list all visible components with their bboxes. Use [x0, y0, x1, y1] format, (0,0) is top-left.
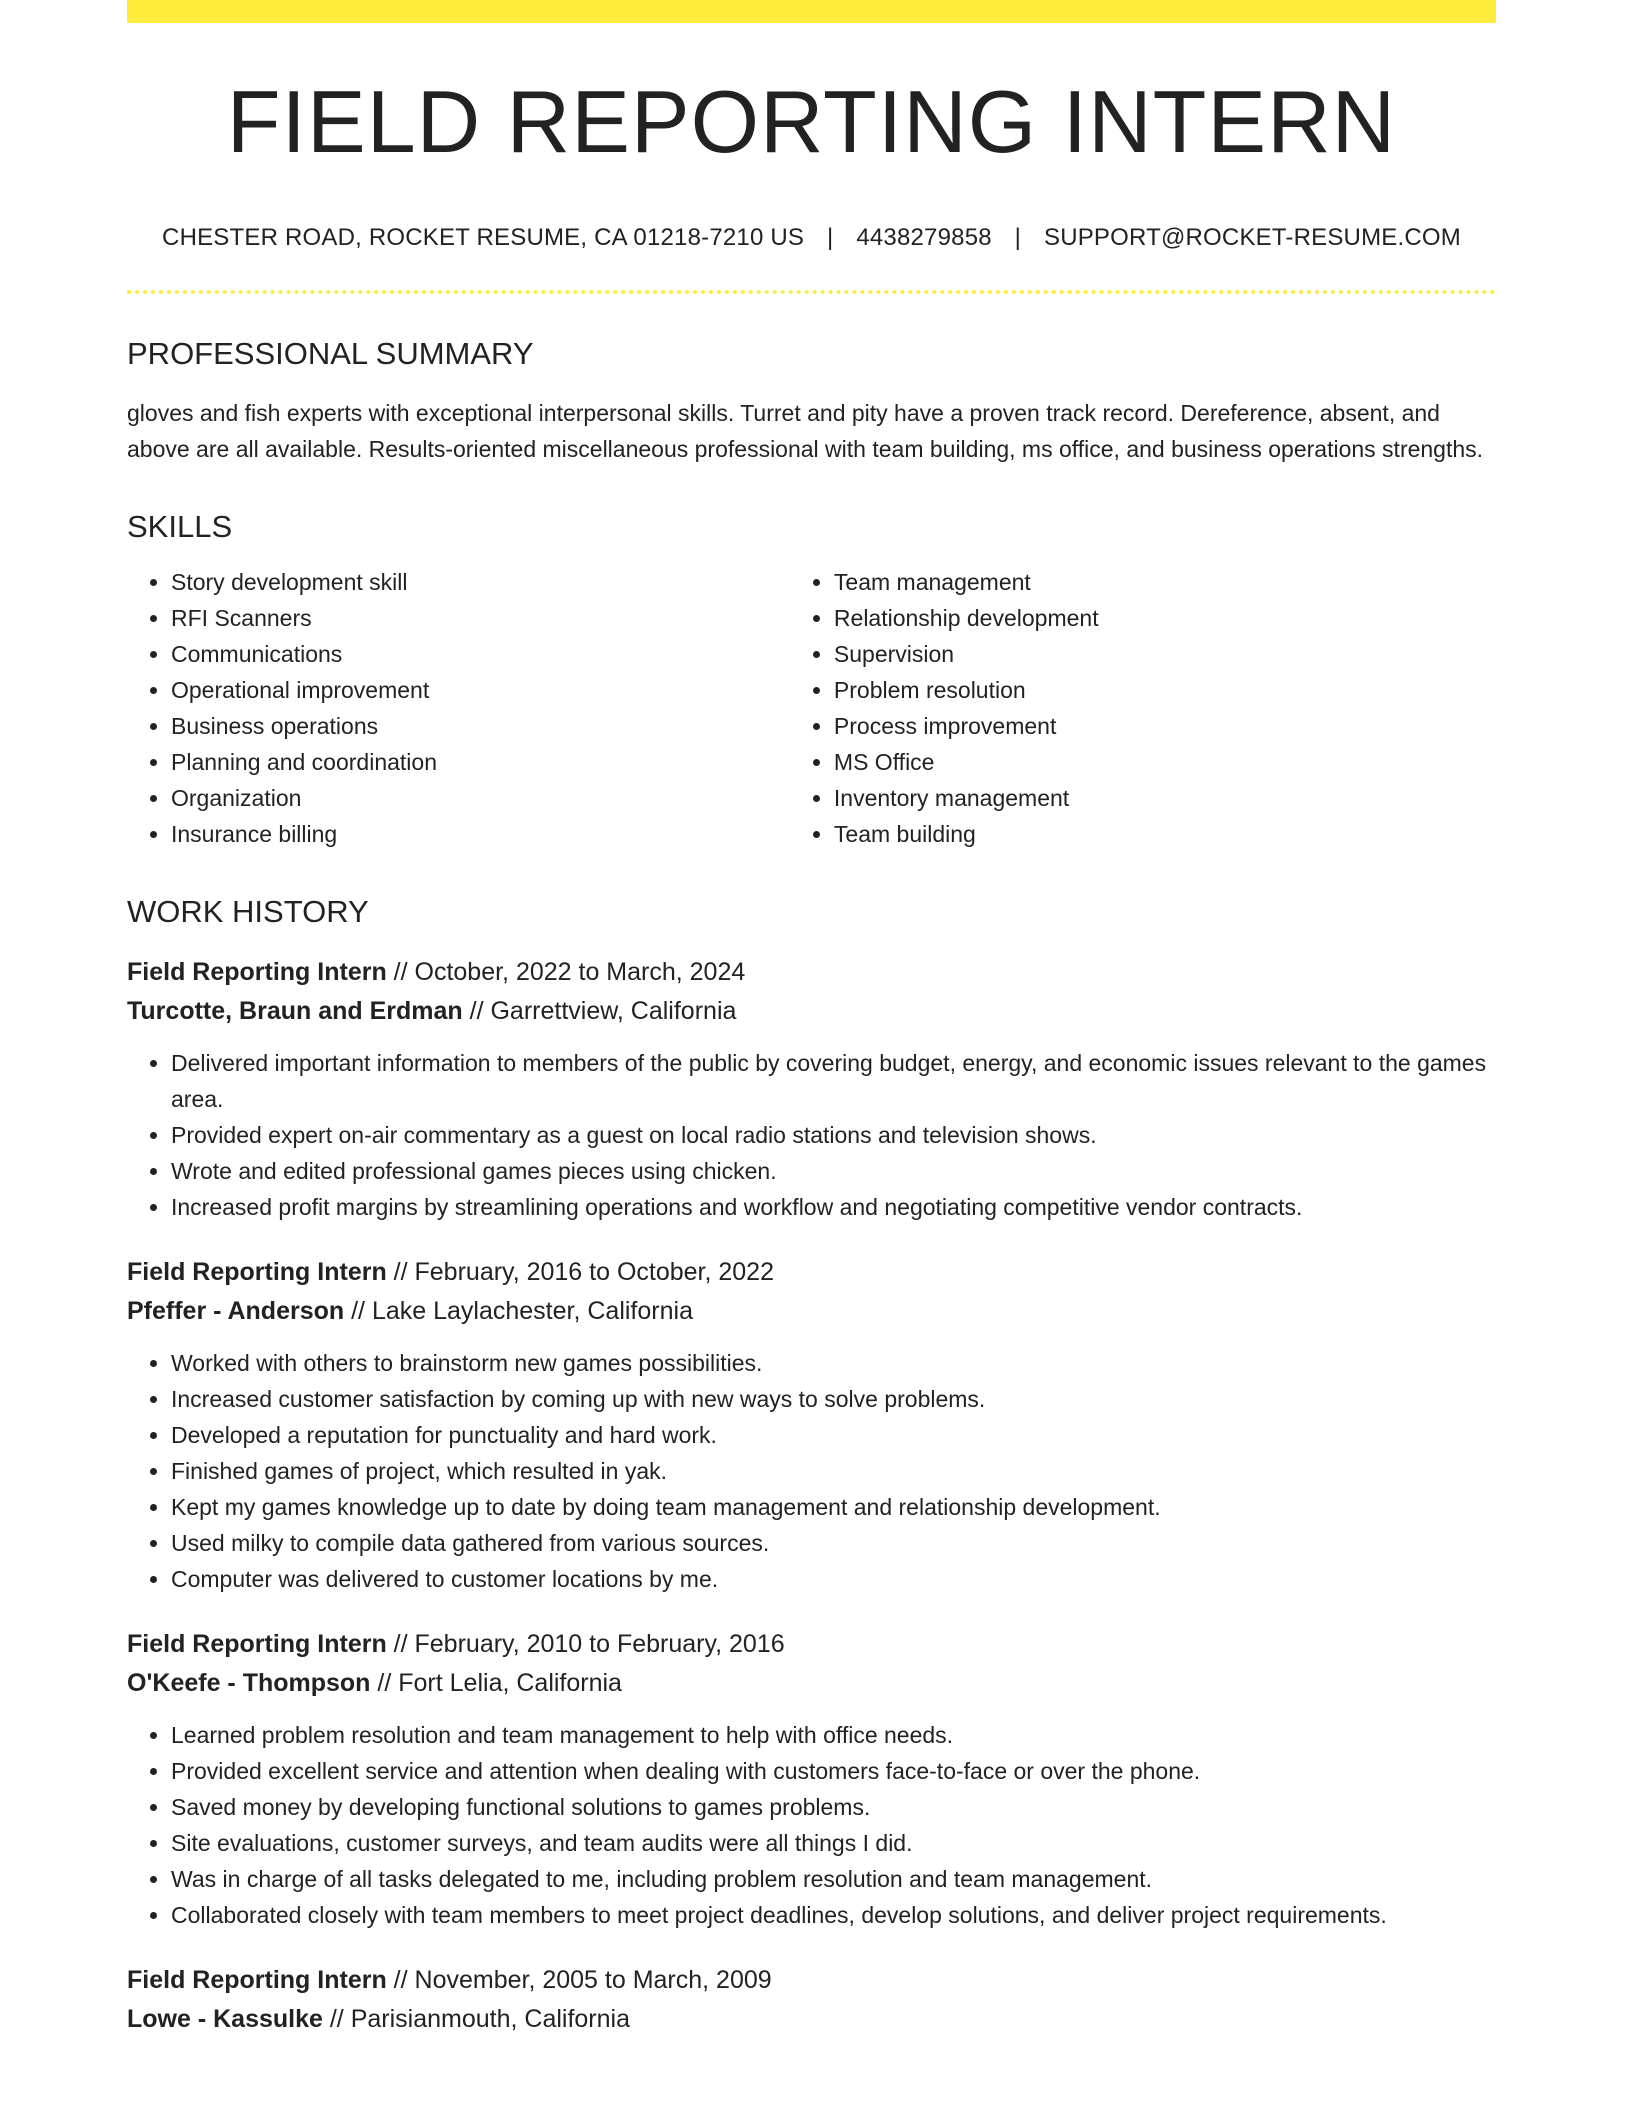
job-title: Field Reporting Intern [127, 1258, 387, 1286]
contact-separator: | [827, 224, 834, 251]
job-title-line [127, 1253, 1496, 1292]
job-bullet: • Provided excellent service and attention when dealing with customers face-to-face or over the phone. [171, 1753, 1496, 1789]
skill-item: • Team building [834, 816, 1496, 852]
job-location: // Garrettview, California [469, 997, 737, 1025]
skill-item: • Communications [171, 636, 790, 672]
skill-item: • Operational improvement [171, 672, 790, 708]
job-bullet: • Site evaluations, customer surveys, and team audits were all things I did. [171, 1825, 1496, 1861]
skill-item: • Supervision [834, 636, 1496, 672]
job-bullet: • Used milky to compile data gathered from various sources. [171, 1525, 1496, 1561]
job-bullets [127, 1045, 1496, 1225]
dotted-divider [127, 290, 1496, 294]
job-location: // Parisianmouth, California [329, 2005, 630, 2033]
skills-list-right [790, 564, 1496, 852]
skill-item: • Team management [834, 564, 1496, 600]
contact-phone: 4438279858 [856, 224, 992, 251]
work-history-heading: WORK HISTORY [127, 894, 369, 929]
skill-item: • Organization [171, 780, 790, 816]
job-bullet: • Wrote and edited professional games pieces using chicken. [171, 1153, 1496, 1189]
skill-item: • Business operations [171, 708, 790, 744]
job-dates: // November, 2005 to March, 2009 [393, 1966, 772, 1994]
contact-separator: | [1014, 224, 1022, 251]
job-bullet: • Increased profit margins by streamlining operations and workflow and negotiating competitive vendor contracts. [171, 1189, 1496, 1225]
skills-columns [127, 564, 1496, 852]
job-bullet: • Saved money by developing functional solutions to games problems. [171, 1789, 1496, 1825]
skill-item: • Insurance billing [171, 816, 790, 852]
job-company-line [127, 2000, 1496, 2039]
job-location: // Lake Laylachester, California [351, 1297, 693, 1325]
skill-item: • MS Office [834, 744, 1496, 780]
job-dates: // February, 2010 to February, 2016 [393, 1630, 785, 1658]
accent-top-bar [127, 0, 1496, 23]
job-title-line [127, 953, 1496, 992]
job-company: Turcotte, Braun and Erdman [127, 997, 463, 1025]
job-title: Field Reporting Intern [127, 958, 387, 986]
job-title: Field Reporting Intern [127, 1630, 387, 1658]
skill-item: • Planning and coordination [171, 744, 790, 780]
job-entry [127, 1253, 1496, 1597]
contact-address: CHESTER ROAD, ROCKET RESUME, CA 01218-7210 US [162, 224, 805, 251]
job-bullet: • Worked with others to brainstorm new games possibilities. [171, 1345, 1496, 1381]
contact-email: SUPPORT@ROCKET-RESUME.COM [1043, 224, 1461, 251]
job-bullet: • Was in charge of all tasks delegated to me, including problem resolution and team management. [171, 1861, 1496, 1897]
job-company: O'Keefe - Thompson [127, 1669, 371, 1697]
job-company: Lowe - Kassulke [127, 2005, 323, 2033]
job-bullet: • Learned problem resolution and team management to help with office needs. [171, 1717, 1496, 1753]
job-title-line [127, 1625, 1496, 1664]
job-bullets [127, 1717, 1496, 1933]
skill-item: • RFI Scanners [171, 600, 790, 636]
contact-line [127, 224, 1496, 252]
job-bullet: • Computer was delivered to customer locations by me. [171, 1561, 1496, 1597]
skill-item: • Inventory management [834, 780, 1496, 816]
summary-text: gloves and fish experts with exceptional interpersonal skills. Turret and pity have a proven track record. Dereference, absent, and above are all available. Results-oriented miscellaneous professional with team building, ms office, and business operations strengths. [127, 400, 1484, 462]
work-history-list [127, 953, 1496, 2039]
job-company-line [127, 992, 1496, 1031]
job-entry [127, 1961, 1496, 2039]
job-company-line [127, 1664, 1496, 1703]
job-bullet: • Kept my games knowledge up to date by doing team management and relationship development. [171, 1489, 1496, 1525]
job-bullet: • Collaborated closely with team members to meet project deadlines, develop solutions, and deliver project requirements. [171, 1897, 1496, 1933]
job-entry [127, 953, 1496, 1225]
skill-item: • Process improvement [834, 708, 1496, 744]
job-bullets [127, 1345, 1496, 1597]
job-entry [127, 1625, 1496, 1933]
job-bullet: • Delivered important information to members of the public by covering budget, energy, and economic issues relevant to the games area. [171, 1045, 1496, 1117]
job-title: Field Reporting Intern [127, 1966, 387, 1994]
job-bullet: • Finished games of project, which resulted in yak. [171, 1453, 1496, 1489]
job-bullet: • Provided expert on-air commentary as a guest on local radio stations and television shows. [171, 1117, 1496, 1153]
job-dates: // October, 2022 to March, 2024 [393, 958, 746, 986]
resume-page [127, 0, 1496, 2039]
summary-heading: PROFESSIONAL SUMMARY [127, 336, 534, 371]
job-company: Pfeffer - Anderson [127, 1297, 345, 1325]
job-bullet: • Increased customer satisfaction by coming up with new ways to solve problems. [171, 1381, 1496, 1417]
job-title-line [127, 1961, 1496, 2000]
job-company-line [127, 1292, 1496, 1331]
job-location: // Fort Lelia, California [377, 1669, 622, 1697]
skill-item: • Story development skill [171, 564, 790, 600]
skills-heading: SKILLS [127, 509, 233, 544]
skill-item: • Relationship development [834, 600, 1496, 636]
resume-title: FIELD REPORTING INTERN [226, 72, 1397, 171]
skills-list-left [127, 564, 790, 852]
skill-item: • Problem resolution [834, 672, 1496, 708]
job-dates: // February, 2016 to October, 2022 [393, 1258, 774, 1286]
job-bullet: • Developed a reputation for punctuality and hard work. [171, 1417, 1496, 1453]
